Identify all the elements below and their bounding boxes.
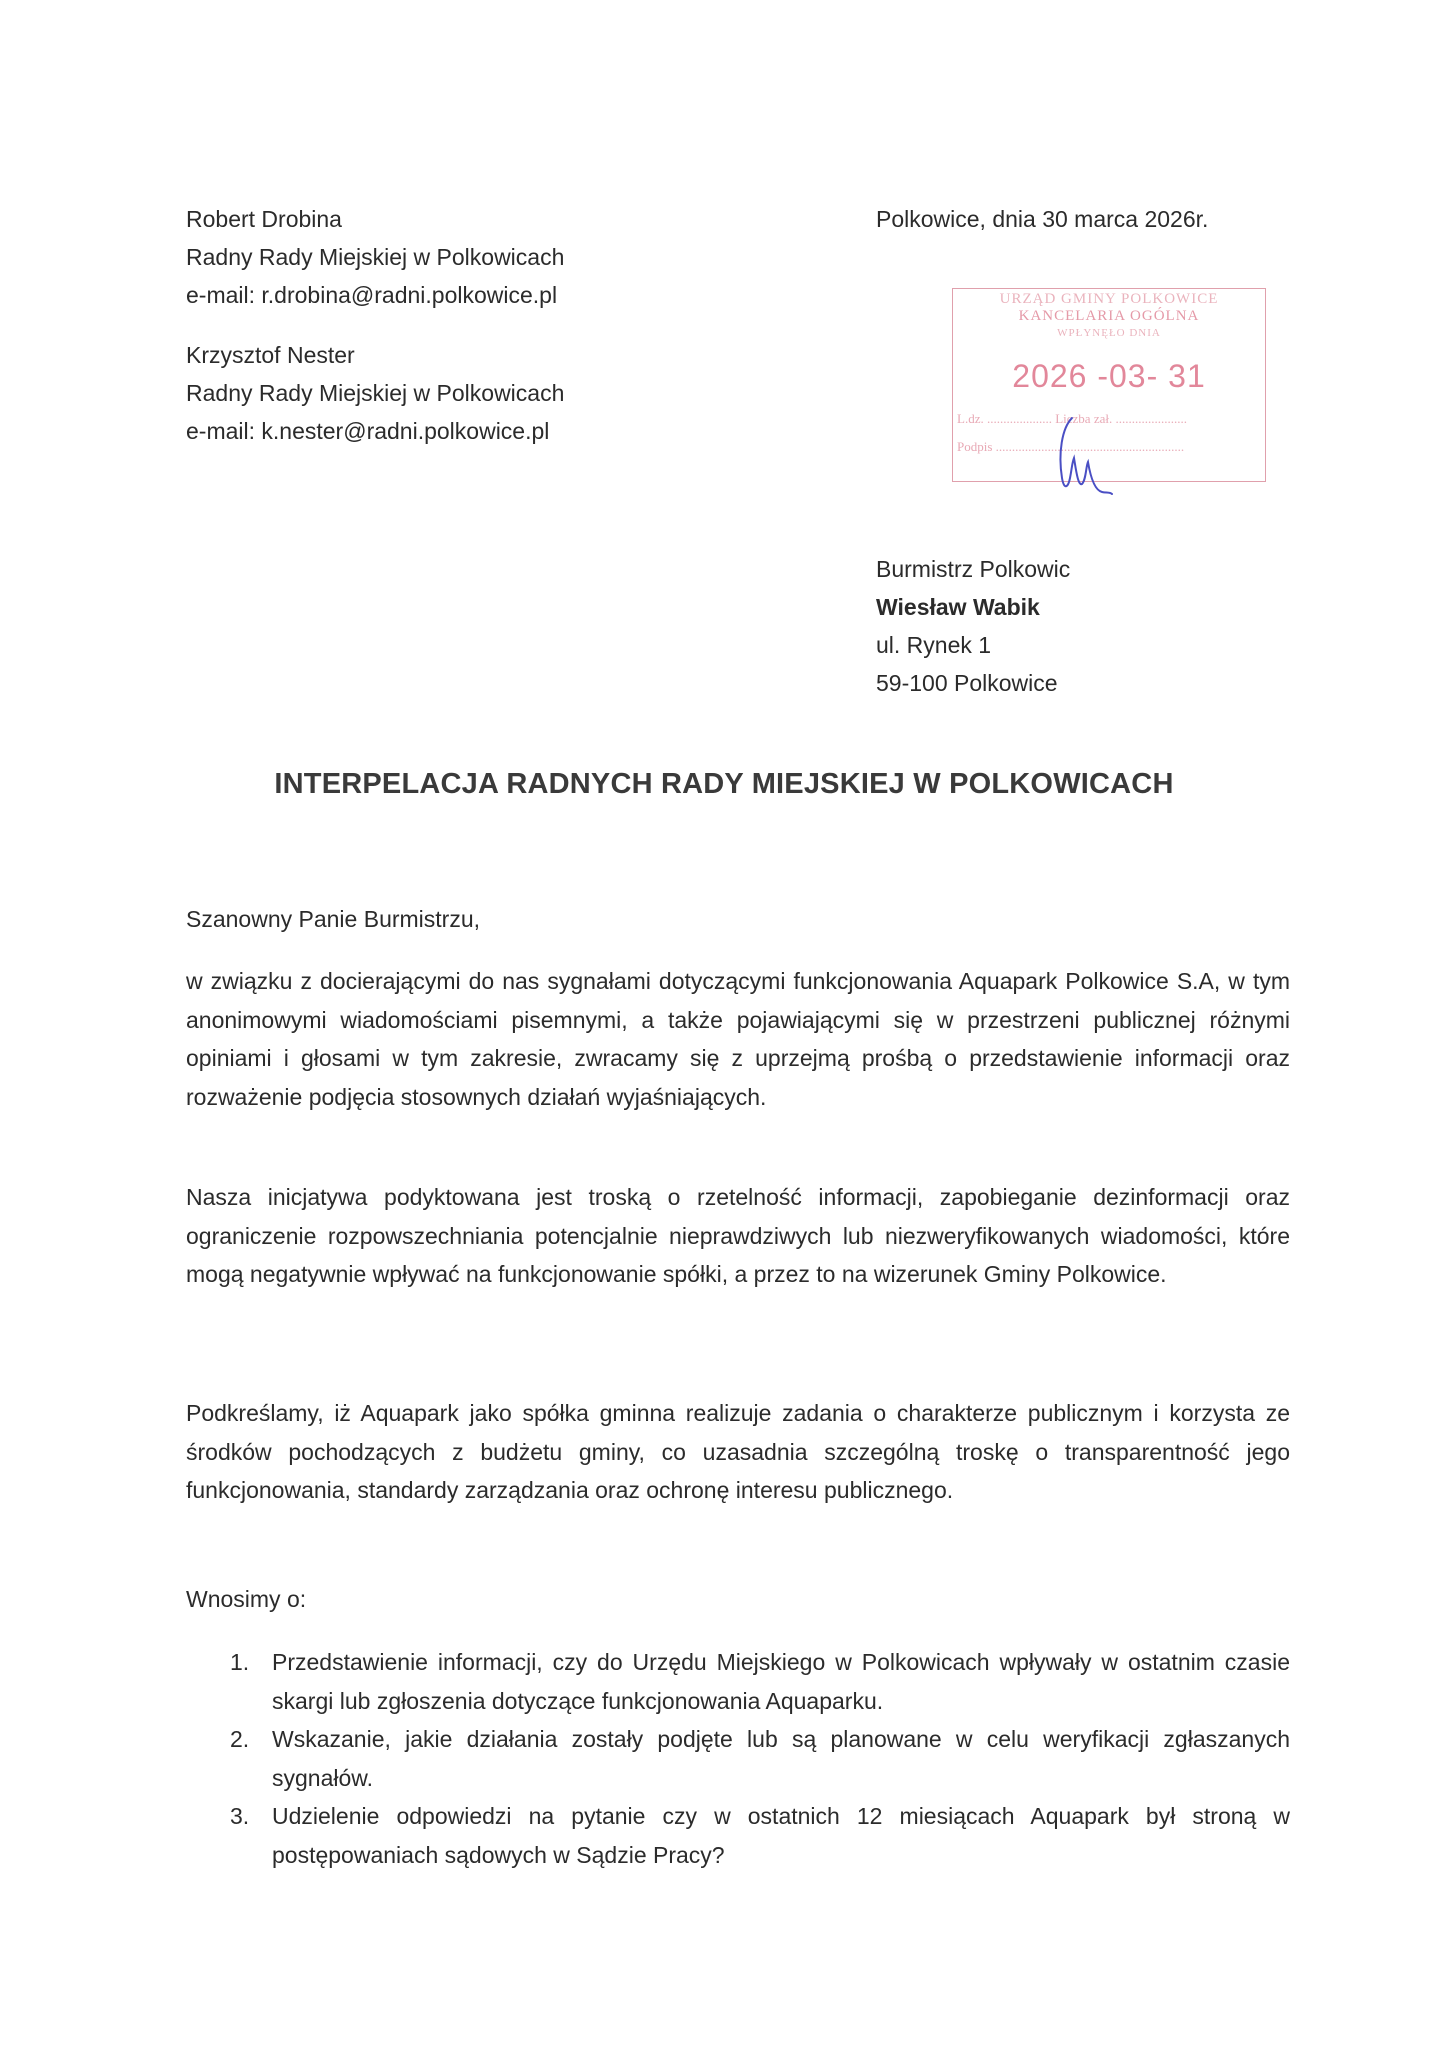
list-item-text: Udzielenie odpowiedzi na pytanie czy w ostatnich 12 miesiącach Aquapark był stroną w postępowaniach sądowych w Sądzie Pracy?: [272, 1803, 1290, 1868]
sender-2-email: e-mail: k.nester@radni.polkowice.pl: [186, 418, 550, 444]
list-item: [186, 1643, 1290, 1720]
handwritten-signature-icon: [1050, 408, 1120, 503]
place-date: Polkowice, dnia 30 marca 2026r.: [876, 206, 1209, 232]
salutation: Szanowny Panie Burmistrzu,: [186, 906, 481, 932]
stamp-department: KANCELARIA OGÓLNA: [1018, 308, 1200, 324]
recipient-title: Burmistrz Polkowic: [876, 556, 1071, 582]
stamp-received-label: WPŁYNĘŁO DNIA: [1057, 327, 1161, 339]
sender-block: [186, 200, 564, 450]
sender-2-role: Radny Rady Miejskiej w Polkowicach: [186, 380, 565, 406]
requests-list: [186, 1643, 1290, 1874]
list-item-number: 3.: [230, 1803, 250, 1829]
recipient-block: [876, 550, 1070, 702]
list-item-number: 1.: [230, 1649, 250, 1675]
recipient-city: 59-100 Polkowice: [876, 670, 1058, 696]
stamp-register-field: L.dz. .................... Liczba zał. ......................: [957, 411, 1187, 426]
list-item-text: Wskazanie, jakie działania zostały podjęte lub są planowane w celu weryfikacji zgłaszanych sygnałów.: [272, 1726, 1290, 1791]
paragraph-2: Nasza inicjatywa podyktowana jest troską o rzetelność informacji, zapobieganie dezinformacji oraz ograniczenie rozpowszechniania potencjalnie nieprawdziwych lub niezweryfikowanych wiadomości, które mogą negatywnie wpływać na funkcjonowanie spółki, a przez to na wizerunek Gminy Polkowice.: [186, 1184, 1290, 1287]
sender-2-name: Krzysztof Nester: [186, 342, 355, 368]
stamp-signature-field: Podpis ..........................................................: [957, 439, 1185, 454]
recipient-name: Wiesław Wabik: [876, 594, 1040, 620]
stamp-date: 2026 -03- 31: [1012, 358, 1206, 394]
sender-1-role: Radny Rady Miejskiej w Polkowicach: [186, 244, 565, 270]
requests-intro: Wnosimy o:: [186, 1586, 307, 1612]
recipient-street: ul. Rynek 1: [876, 632, 992, 658]
sender-1-name: Robert Drobina: [186, 206, 342, 232]
paragraph-3: Podkreślamy, iż Aquapark jako spółka gminna realizuje zadania o charakterze publicznym i korzysta ze środków pochodzących z budżetu gminy, co uzasadnia szczególną troskę o transparentność jego funkcjonowania, standardy zarządzania oraz ochronę interesu publicznego.: [186, 1400, 1290, 1503]
list-item: [186, 1720, 1290, 1797]
list-item-number: 2.: [230, 1726, 250, 1752]
list-item-text: Przedstawienie informacji, czy do Urzędu Miejskiego w Polkowicach wpływały w ostatnim czasie skargi lub zgłoszenia dotyczące funkcjonowania Aquaparku.: [272, 1649, 1290, 1714]
stamp-office: URZĄD GMINY POLKOWICE: [999, 291, 1219, 307]
list-item: [186, 1797, 1290, 1874]
paragraph-1: w związku z docierającymi do nas sygnałami dotyczącymi funkcjonowania Aquapark Polkowice S.A, w tym anonimowymi wiadomościami pisemnymi, a także pojawiającymi się w przestrzeni publicznej różnymi opiniami i głosami w tym zakresie, zwracamy się z uprzejmą prośbą o przedstawienie informacji oraz rozważenie podjęcia stosownych działań wyjaśniających.: [186, 968, 1290, 1110]
document-title: INTERPELACJA RADNYCH RADY MIEJSKIEJ W POLKOWICACH: [274, 768, 1174, 800]
sender-1-email: e-mail: r.drobina@radni.polkowice.pl: [186, 282, 558, 308]
